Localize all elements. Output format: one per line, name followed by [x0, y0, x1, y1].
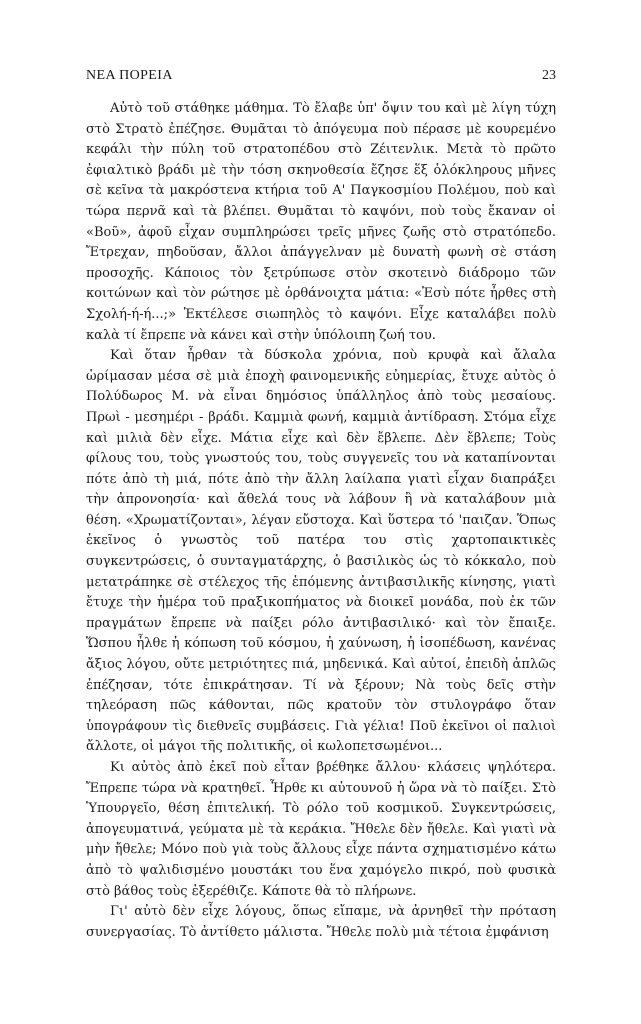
body-text	[86, 99, 556, 943]
page-header	[86, 68, 556, 90]
paragraph: Αὐτὸ τοῦ στάθηκε μάθημα. Τὸ ἔλαβε ὑπ' ὄψιν του καὶ μὲ λίγη τύχη στὸ Στρατὸ ἐπέζησε. Θυμᾶται τὸ ἀπόγευμα ποὺ πέρασε μὲ κουρεμένο κεφάλι τὴν πύλη τοῦ στρατοπέδου στὸ Ζέιτενλικ. Μετὰ τὸ πρῶτο ἐφιαλτικὸ βράδι μὲ τὴν τόση σκηνοθεσία ἔζησε ἕξ ὁλόκληρους μῆνες σὲ κεῖνα τὰ μακρόστενα κτήρια τοῦ Α' Παγκοσμίου Πολέμου, ποὺ καὶ τώρα περνᾶ καὶ τὰ βλέπει. Θυμᾶται τὸ καψόνι, ποὺ τοὺς ἔκαναν οἱ «Βοῦ», ἀφοῦ εἶχαν συμπληρώσει τρεῖς μῆνες ζωῆς στὸ στρατόπεδο. Ἔτρεχαν, πηδοῦσαν, ἄλλοι ἀπάγγελναν μὲ δυνατὴ φωνὴ σὲ στάση προσοχῆς. Κάποιος τὸν ξετρύπωσε στὸν σκοτεινὸ διάδρομο τῶν κοιτώνων καὶ τὸν ρώτησε μὲ ὀρθάνοιχτα μάτια: «Ἐσὺ πότε ἦρθες στὴ Σχολή-ή-ή...;» Ἐκτέλεσε σιωπηλὸς τὸ καψόνι. Εἶχε καταλάβει πολὺ καλὰ τί ἔπρεπε νὰ κάνει καὶ στὴν ὑπόλοιπη ζωή του.	[86, 101, 556, 343]
paragraph: Κι αὐτὸς ἀπὸ ἐκεῖ ποὺ εἶταν βρέθηκε ἄλλου· κλάσεις ψηλότερα. Ἔπρεπε τώρα νὰ κρατηθεῖ. Ἦρθε κι αὐτουνοῦ ἡ ὥρα νὰ τὸ παίξει. Στὸ Ὑπουργεῖο, θέση ἐπιτελική. Τὸ ρόλο τοῦ κοσμικοῦ. Συγκεντρώσεις, ἀπογευματινά, γεύματα μὲ τὰ κεράκια. Ἤθελε δὲν ἤθελε. Καὶ γιατὶ νὰ μὴν ἤθελε; Μόνο ποὺ γιὰ τοὺς ἄλλους εἶχε πάντα σχηματισμένο κάτω ἀπὸ τὸ ψαλιδισμένο μουστάκι του ἕνα χαμόγελο πικρό, ποὺ φυσικὰ στὸ βάθος τοὺς ἐξερέθιζε. Κάποτε θὰ τὸ πλήρωνε.	[86, 760, 556, 899]
running-title: ΝΕΑ ΠΟΡΕΙΑ	[86, 68, 173, 83]
paragraph: Γι' αὐτὸ δὲν εἶχε λόγους, ὅπως εἴπαμε, νὰ ἀρνηθεῖ τὴν πρόταση συνεργασίας. Τὸ ἀντίθετο μάλιστα. Ἤθελε πολὺ μιὰ τέτοια ἐμφάνιση	[86, 904, 556, 940]
page-number: 23	[542, 68, 556, 83]
paragraph: Καὶ ὅταν ἦρθαν τὰ δύσκολα χρόνια, ποὺ κρυφὰ καὶ ἄλαλα ὡρίμασαν μέσα σὲ μιὰ ἐποχὴ φαινομενικῆς εὐημερίας, ἔτυχε αὐτὸς ὁ Πολύδωρος Μ. νὰ εἶναι δημόσιος ὑπάλληλος ἀπὸ τοὺς μεσαίους. Πρωὶ - μεσημέρι - βράδι. Καμμιὰ φωνή, καμμιὰ ἀντίδραση. Στόμα εἶχε καὶ μιλιὰ δὲν εἶχε. Μάτια εἶχε καὶ δὲν ἔβλεπε. Δὲν ἔβλεπε; Τοὺς φίλους του, τοὺς γνωστούς του, τοὺς συγγενεῖς του νὰ καταπίνονται πότε ἀπὸ τὴ μιά, πότε ἀπὸ τὴν ἄλλη λαίλαπα γιατὶ εἶχαν διαπράξει τὴν ἀπρονοησία· καὶ ἄθελά τους νὰ λάβουν ἢ νὰ καταλάβουν μιὰ θέση. «Χρωματίζονται», λέγαν εὔστοχα. Καὶ ὕστερα τό 'παιζαν. Ὅπως ἐκεῖνος ὁ γνωστὸς τοῦ πατέρα του στὶς χαρτοπαικτικὲς συγκεντρώσεις, ὁ συνταγματάρχης, ὁ βασιλικὸς ὡς τὸ κόκκαλο, ποὺ μετατράπηκε σὲ στέλεχος τῆς ἑπόμενης ἀντιβασιλικῆς κίνησης, γιατὶ ἔτυχε τὴν ἡμέρα τοῦ πραξικοπήματος νὰ διοικεῖ μονάδα, ποὺ ἐκ τῶν πραγμάτων ἔπρεπε νὰ παίξει ρόλο ἀντιβασιλικό· καὶ τὸν ἔπαιξε. Ὥσπου ἦλθε ἡ κόπωση τοῦ κόσμου, ἡ χαύνωση, ἡ ἰσοπέδωση, κανένας ἄξιος λόγου, οὔτε μετριότητες πιά, μηδενικά. Καὶ αὐτοί, ἐπειδὴ ἁπλῶς ἐπέζησαν, τότε ἐπικράτησαν. Τί νὰ ξέρουν; Νὰ τοὺς δεῖς στὴν τηλεόραση πῶς κάθονται, πῶς κρατοῦν τὸν στυλογράφο ὅταν ὑπογράφουν τὶς διεθνεῖς συμβάσεις. Γιὰ γέλια! Ποῦ ἐκεῖνοι οἱ παλιοὶ ἄλλοτε, οἱ μάγοι τῆς πολιτικῆς, οἱ κωλοπετσωμένοι...	[86, 348, 556, 755]
